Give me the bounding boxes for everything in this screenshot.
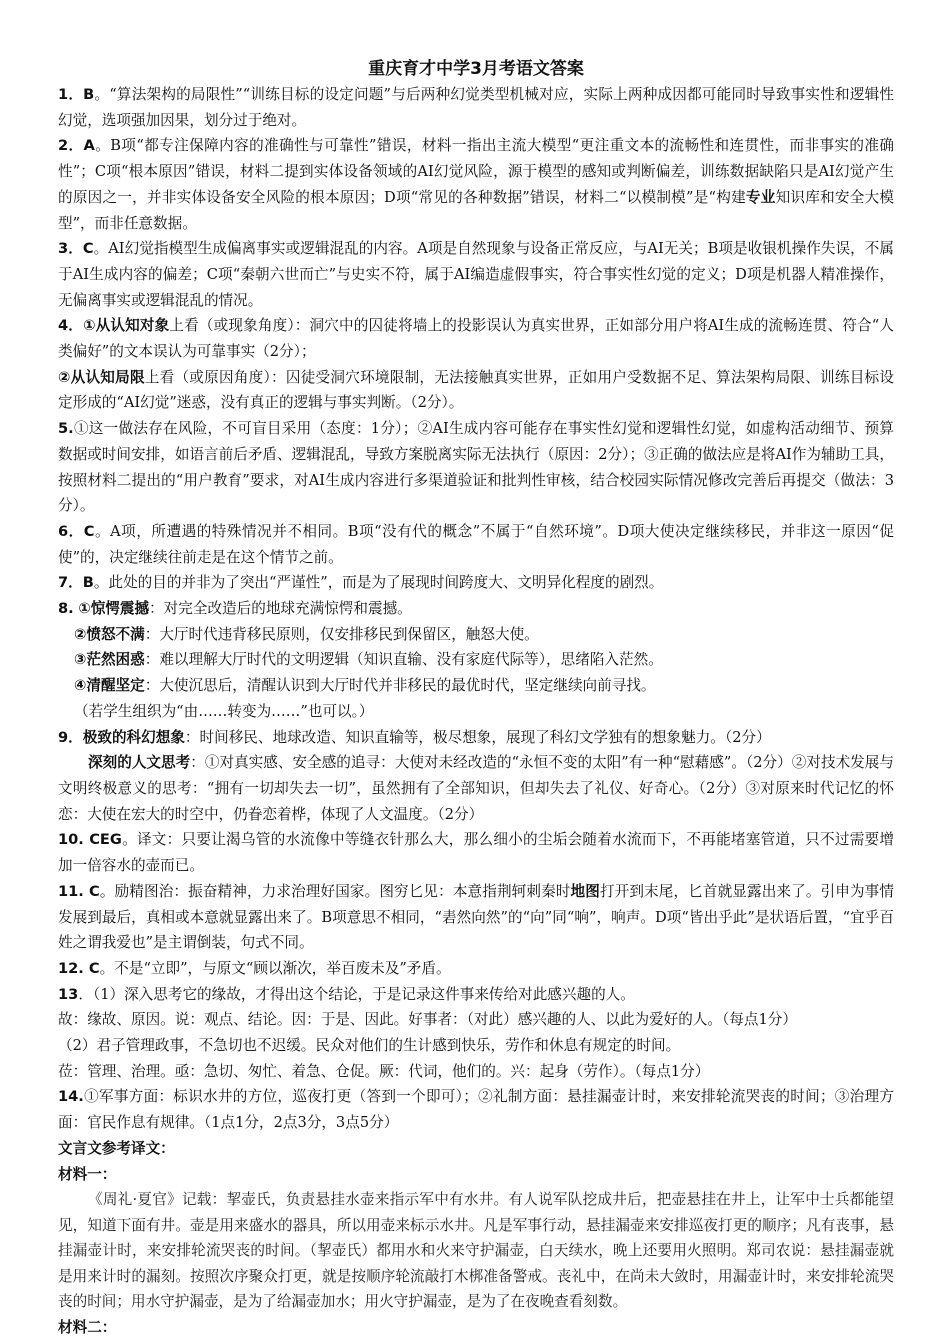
answer-7 [58,570,894,596]
answer-2-bold-term: 专业 [745,188,776,206]
answer-4-part-2 [58,365,894,416]
answer-11-text: 。励精图治：振奋精神，力求治理好国家。图穷匕见：本意指荆轲刺秦时 [99,882,571,900]
answer-9-number: 9． [58,728,83,746]
answer-8-item-text: ：难以理解大厅时代的文明逻辑（知识直输、没有家庭代际等），思绪陷入茫然。 [144,651,663,669]
answer-6-number: 6．C [58,522,95,540]
answer-8-item-3 [58,647,894,673]
answer-1-number: 1．B [58,86,95,103]
answer-3 [58,236,894,313]
answer-1 [58,82,894,133]
answer-4-number: 4． [58,317,84,335]
answer-10-text: 。译文：只要让渴乌管的水流像中等缝衣针那么大，那么细小的尘垢会随着水流而下，不再能堵塞管道，只不过需要增加一倍容水的壶而已。 [58,831,894,875]
answer-2-text: 。B项“都专注保障内容的准确性与可靠性”错误，材料一指出主流大模型“更注重文本的流畅性和连贯性，而非事实的准确性”；C项“根本原因”错误，材料二提到实体设备领域的AI幻觉风险，源于模型的感知或判断偏差，训练数据缺陷只是AI幻觉产生的原因之一，并非实体设备安全风险的根本原因；D项“常见的各种数据”错误，材料二“以模制模”是“构建 [58,137,894,206]
answer-2-text-end: 知识库和安全大模型”，而非任意数据。 [58,188,894,232]
answer-12-number: 12. C [58,959,100,977]
answer-4-point-1: ①从认知对象 [83,317,170,335]
answer-9-point-1: 极致的科幻想象 [82,728,185,746]
answer-13-line-3: （2）君子管理政事，不急切也不迟缓。民众对他们的生计感到快乐，劳作和休息有规定的时间。 [58,1037,681,1055]
answer-13-line-2: 故：缘故、原因。说：观点、结论。因：于是、因此。好事者：（对此）感兴趣的人、以此为爱好的人。（每点1分） [58,1011,797,1029]
material-1-text: 《周礼·夏官》记载：挈壶氏，负责悬挂水壶来指示军中有水井。有人说军队挖成井后，把壶悬挂在井上，让军中士兵都能望见，知道下面有井。壶是用来盛水的器具，所以用壶来标示水井。凡是军事行动，悬挂漏壶来安排巡夜打更的顺序；凡有丧事，悬挂漏壶计时，来安排轮流哭丧的时间。（挈壶氏）都用水和火来守护漏壶，白天续水，晚上还要用火照明。郑司农说：悬挂漏壶就是用来计时的漏刻。按照次序聚众打更，就是按顺序轮流敲打木梆准备警戒。丧礼中，在尚未大敛时，用漏壶计时，来安排轮流哭丧的时间；用水守护漏壶，是为了给漏壶加水；用火守护漏壶，是为了在夜晚查看刻数。 [58,1191,894,1311]
answer-10 [58,827,894,878]
answer-2-number: 2．A [58,137,95,155]
translation-heading: 文言文参考译文： [58,1139,175,1157]
page-title: 重庆育才中学3月考语文答案 [368,59,584,79]
answer-8-number: 8. [58,600,74,618]
answer-8-item-1 [58,596,894,622]
answer-4-point-2-text: 上看（或原因角度）：囚徒受洞穴环境限制，无法接触真实世界，正如用户受数据不足、算法架构局限、训练目标设定形成的“AI幻觉”迷惑，没有真正的逻辑与事实判断。（2分）。 [58,368,894,412]
answer-9-point-1-text: ：时间移民、地球改造、知识直输等，极尽想象，展现了科幻文学独有的想象魅力。（2分） [184,728,771,746]
answer-8-item-text: ：对完全改造后的地球充满惊愕和震撼。 [149,600,412,618]
answer-12-text: 。不是“立即”，与原文“顾以渐次，举百废未及”矛盾。 [99,959,451,977]
answer-8-item-text: ：大使沉思后，清醒认识到大厅时代并非移民的最优时代，坚定继续向前寻找。 [144,677,656,695]
answer-8-item-text: ：大厅时代违背移民原则，仅安排移民到保留区，触怒大使。 [144,625,539,643]
answer-8-item-label: ②愤怒不满 [74,625,145,643]
answer-14 [58,1084,894,1135]
material-1-label: 材料一： [58,1165,117,1183]
answer-5 [58,416,894,519]
answer-13-number: 13 [58,985,79,1003]
material-2-label: 材料二： [58,1318,117,1336]
answer-5-number: 5. [58,420,74,438]
answer-7-number: 7．B [58,574,94,592]
answer-13-line-4: 莅：管理、治理。亟：急切、匆忙、着急、仓促。厥：代词，他们的。兴：起身（劳作）。（每点1分） [58,1062,710,1080]
answer-8-note: （若学生组织为“由……转变为……”也可以。） [74,702,374,720]
answer-document [58,56,894,1340]
answer-8-item-label: ①惊愕震撼 [78,600,150,618]
answer-13-line-1 [58,982,894,1008]
answer-1-text: 。“算法架构的局限性”“训练目标的设定问题”与后两种幻觉类型机械对应，实际上两种成因都可能同时导致事实性和逻辑性幻觉，选项强加因果，划分过于绝对。 [58,86,894,129]
answer-4-part-1 [58,313,894,364]
answer-4-point-1-text: 上看（或现象角度）：洞穴中的囚徒将墙上的投影误认为真实世界，正如部分用户将AI生成的流畅连贯、符合“人类偏好”的文本误认为可靠事实（2分）； [58,317,894,361]
answer-9-point-2: 深刻的人文思考 [88,754,191,772]
answer-9-part-2 [58,750,894,827]
answer-9-point-2-text: ：①对真实感、安全感的追寻：大使对未经改造的“永恒不变的太阳”有一种“慰藉感”。（2分）②对技术发展与文明终极意义的思考：“拥有一切却失去一切”，虽然拥有了全部知识，但却失去了礼仪、好奇心。（2分）③对原来时代记忆的怀恋：大使在宏大的时空中，仍眷恋着桦，体现了人文温度。（2分） [58,754,894,823]
answer-4-point-2: ②从认知局限 [58,368,145,386]
answer-11-text-end: 打开到末尾，匕首就显露出来了。引申为事情发展到最后，真相或本意就显露出来了。B项意思不相同，“砉然向然”的“向”同“响”，响声。D项“皆出乎此”是状语后置，“宜乎百姓之谓我爱也”是主谓倒装，句式不同。 [58,882,894,952]
answer-11 [58,879,894,956]
answer-3-text: 。AI幻觉指模型生成偏离事实或逻辑混乱的内容。A项是自然现象与设备正常反应，与AI无关；B项是收银机操作失误，不属于AI生成内容的偏差；C项“秦朝六世而亡”与史实不符，属于AI编造虚假事实，符合事实性幻觉的定义；D项是机器人精准操作，无偏离事实或逻辑混乱的情况。 [58,240,894,309]
answer-12 [58,956,894,982]
answer-5-text: ①这一做法存在风险，不可盲目采用（态度：1分）；②AI生成内容可能存在事实性幻觉和逻辑性幻觉，如虚构活动细节、预算数据或时间安排，如语言前后矛盾、逻辑混乱，导致方案脱离实际无法执行（原因：2分）；③正确的做法应是将AI作为辅助工具，按照材料二提出的“用户教育”要求，对AI生成内容进行多渠道验证和批判性审核，结合校园实际情况修改完善后再提交（做法：3分）。 [58,420,894,515]
answer-7-text: 。此处的目的并非为了突出“严谨性”，而是为了展现时间跨度大、文明异化程度的剧烈。 [93,574,664,592]
answer-8-item-2 [58,622,894,648]
answer-8-item-label: ④清醒坚定 [74,677,145,695]
answer-6 [58,519,894,570]
answer-11-number: 11. C [58,882,100,900]
answer-9-part-1 [58,725,894,751]
answer-3-number: 3．C [58,240,94,258]
answer-2 [58,133,894,236]
answer-14-text: ①军事方面：标识水井的方位，巡夜打更（答到一个即可）；②礼制方面：悬挂漏壶计时，来安排轮流哭丧的时间；③治理方面：官民作息有规律。（1点1分，2点3分，3点5分） [58,1088,894,1132]
answer-13-text: ．（1）深入思考它的缘故，才得出这个结论，于是记录这件事来传给对此感兴趣的人。 [78,985,635,1003]
answer-10-number: 10. CEG [58,831,122,849]
answer-14-number: 14. [58,1088,84,1106]
answer-6-text: 。A项，所遭遇的特殊情况并不相同。B项“没有代的概念”不属于“自然环境”。D项大使决定继续移民，并非这一原因“促使”的，决定继续往前走是在这个情节之前。 [58,522,894,566]
answer-8-item-label: ③茫然困惑 [74,651,145,669]
answer-11-bold-term: 地图 [570,882,600,900]
answer-8-item-4 [58,673,894,699]
